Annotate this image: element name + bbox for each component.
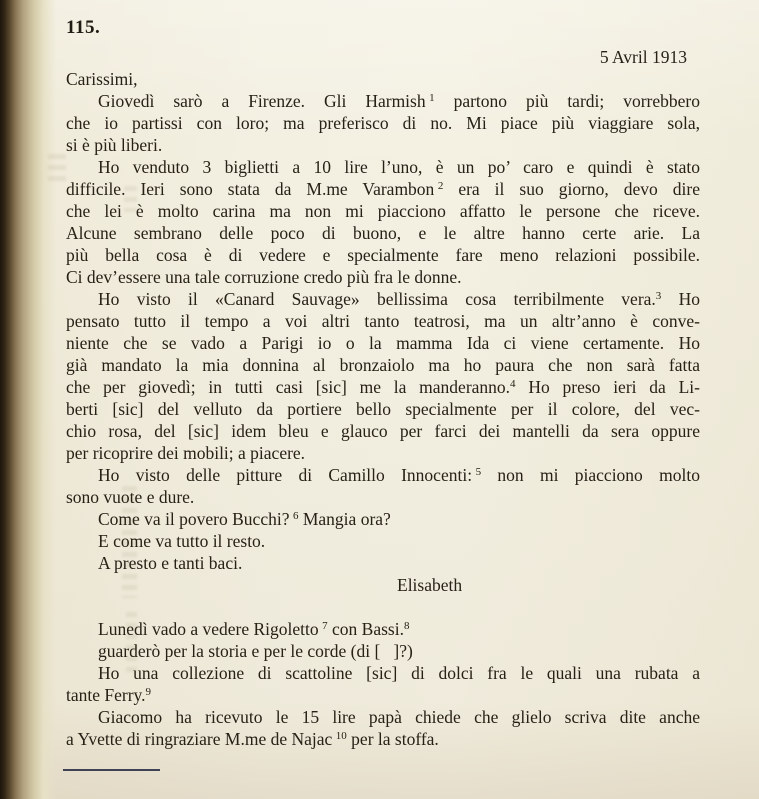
letter-block-paragraph-1 — [66, 90, 700, 156]
letter-line: a Yvette di ringraziare M.me de Najac $^{10}$ per la stoffa. — [66, 729, 439, 749]
letter-number: 115. — [66, 17, 101, 38]
letter-line: Ho visto il «Canard Sauvage» bellissima cosa terribilmente vera.$^3$ Ho — [98, 289, 700, 309]
letter-line: pensato tutto il tempo a voi altri tanto teatrosi, ma un altr’anno è conve- — [66, 311, 700, 331]
letter-line: si è più liberi. — [66, 135, 163, 155]
letter-block-paragraph-3 — [66, 288, 700, 464]
footnote-ref: 8 — [403, 620, 410, 632]
show-through-mark — [48, 154, 66, 182]
letter-line: già mandato la mia donnina al bronzaiolo ma ho paura che non sarà fatta — [66, 355, 700, 375]
letter-line: Giacomo ha ricevuto le 15 lire papà chiede che glielo scriva dite anche — [98, 707, 700, 727]
letter-block-line-resto — [66, 530, 700, 552]
letter-line: A presto e tanti baci. — [98, 553, 243, 573]
letter-line: Ho una collezione di scattoline [sic] di dolci fra le quali una rubata a — [98, 663, 700, 683]
letter-line: Ho visto delle pitture di Camillo Innocenti: $^5$ non mi piacciono molto — [98, 465, 700, 485]
letter-block-question-bucchi — [66, 508, 700, 530]
footnote-ref: 7 — [322, 620, 328, 632]
letter-line: che lei è molto carina ma non mi piacciono affatto le persone che riceve. — [66, 201, 700, 221]
letter-line: berti [sic] del velluto da portiere bello specialmente per il colore, del vec- — [66, 399, 700, 419]
footnote-ref: 10 — [335, 730, 347, 742]
letter-line: sono vuote e dure. — [66, 487, 195, 507]
letter-line: tante Ferry.$^9$ — [66, 685, 152, 705]
letter-block-paragraph-4 — [66, 464, 700, 508]
footnote-ref: 3 — [655, 290, 662, 302]
letter-line: Lunedì vado a vedere Rigoletto $^7$ con Bassi.$^8$ — [98, 619, 410, 639]
book-spine-shadow — [0, 0, 56, 799]
footnote-ref: 6 — [292, 510, 299, 522]
footnote-ref: 1 — [429, 92, 435, 104]
letter-line: che per giovedì; in tutti casi [sic] me la manderanno.$^4$ Ho preso ieri da Li- — [66, 377, 700, 397]
letter-line: Ho venduto 3 biglietti a 10 lire l’uno, è un po’ caro e quindi è stato — [98, 157, 700, 177]
letter-line: guarderò per la storia e per le corde (di [ ]?) — [98, 641, 413, 661]
letter-block-signature — [66, 574, 700, 596]
footnote-ref: 2 — [437, 180, 444, 192]
letter-line: Ci dev’essere una tale corruzione credo più fra le donne. — [66, 267, 462, 287]
letter-line: che io partissi con loro; ma preferisco di no. Mi piace più viaggiare sola, — [66, 113, 700, 133]
footnote-ref: 9 — [145, 686, 152, 698]
letter-line: Elisabeth — [397, 575, 463, 595]
letter-block-postscript-2 — [66, 640, 700, 662]
letter-line: chio rosa, del [sic] idem bleu e glauco per farci dei mantelli da sera oppure — [66, 421, 700, 441]
letter-body — [66, 46, 700, 750]
letter-block-postscript-3 — [66, 662, 700, 706]
letter-line: per ricoprire dei mobili; a piacere. — [66, 443, 306, 463]
letter-block-postscript-4 — [66, 706, 700, 750]
letter-line: E come va tutto il resto. — [98, 531, 266, 551]
letter-line: più bella cosa è di vedere e specialmente fare meno relazioni possibile. — [66, 245, 700, 265]
letter-line: 5 Avril 1913 — [599, 47, 687, 67]
letter-line: Carissimi, — [66, 69, 138, 89]
letter-line: niente che se vado a Parigi io o la mamma Ida ci viene certamente. Ho — [66, 333, 700, 353]
footnote-rule — [63, 769, 160, 771]
footnote-ref: 4 — [510, 378, 516, 390]
letter-line: difficile. Ieri sono stata da M.me Varambon $^2$ era il suo giorno, devo dire — [66, 179, 700, 199]
letter-line: Come va il povero Bucchi? $^6$ Mangia ora? — [98, 509, 391, 529]
letter-block-closing — [66, 552, 700, 574]
letter-line: Alcune sembrano delle poco di buono, e le altre hanno certe arie. La — [66, 223, 700, 243]
footnote-ref: 5 — [475, 466, 482, 478]
letter-block-dateline — [66, 46, 700, 68]
letter-block-salutation — [66, 68, 700, 90]
letter-line: Giovedì sarò a Firenze. Gli Harmish $^1$ partono più tardi; vorrebbero — [98, 91, 700, 111]
letter-block-gap-before-postscript — [66, 596, 700, 618]
letter-block-postscript-1 — [66, 618, 700, 640]
letter-block-paragraph-2 — [66, 156, 700, 288]
